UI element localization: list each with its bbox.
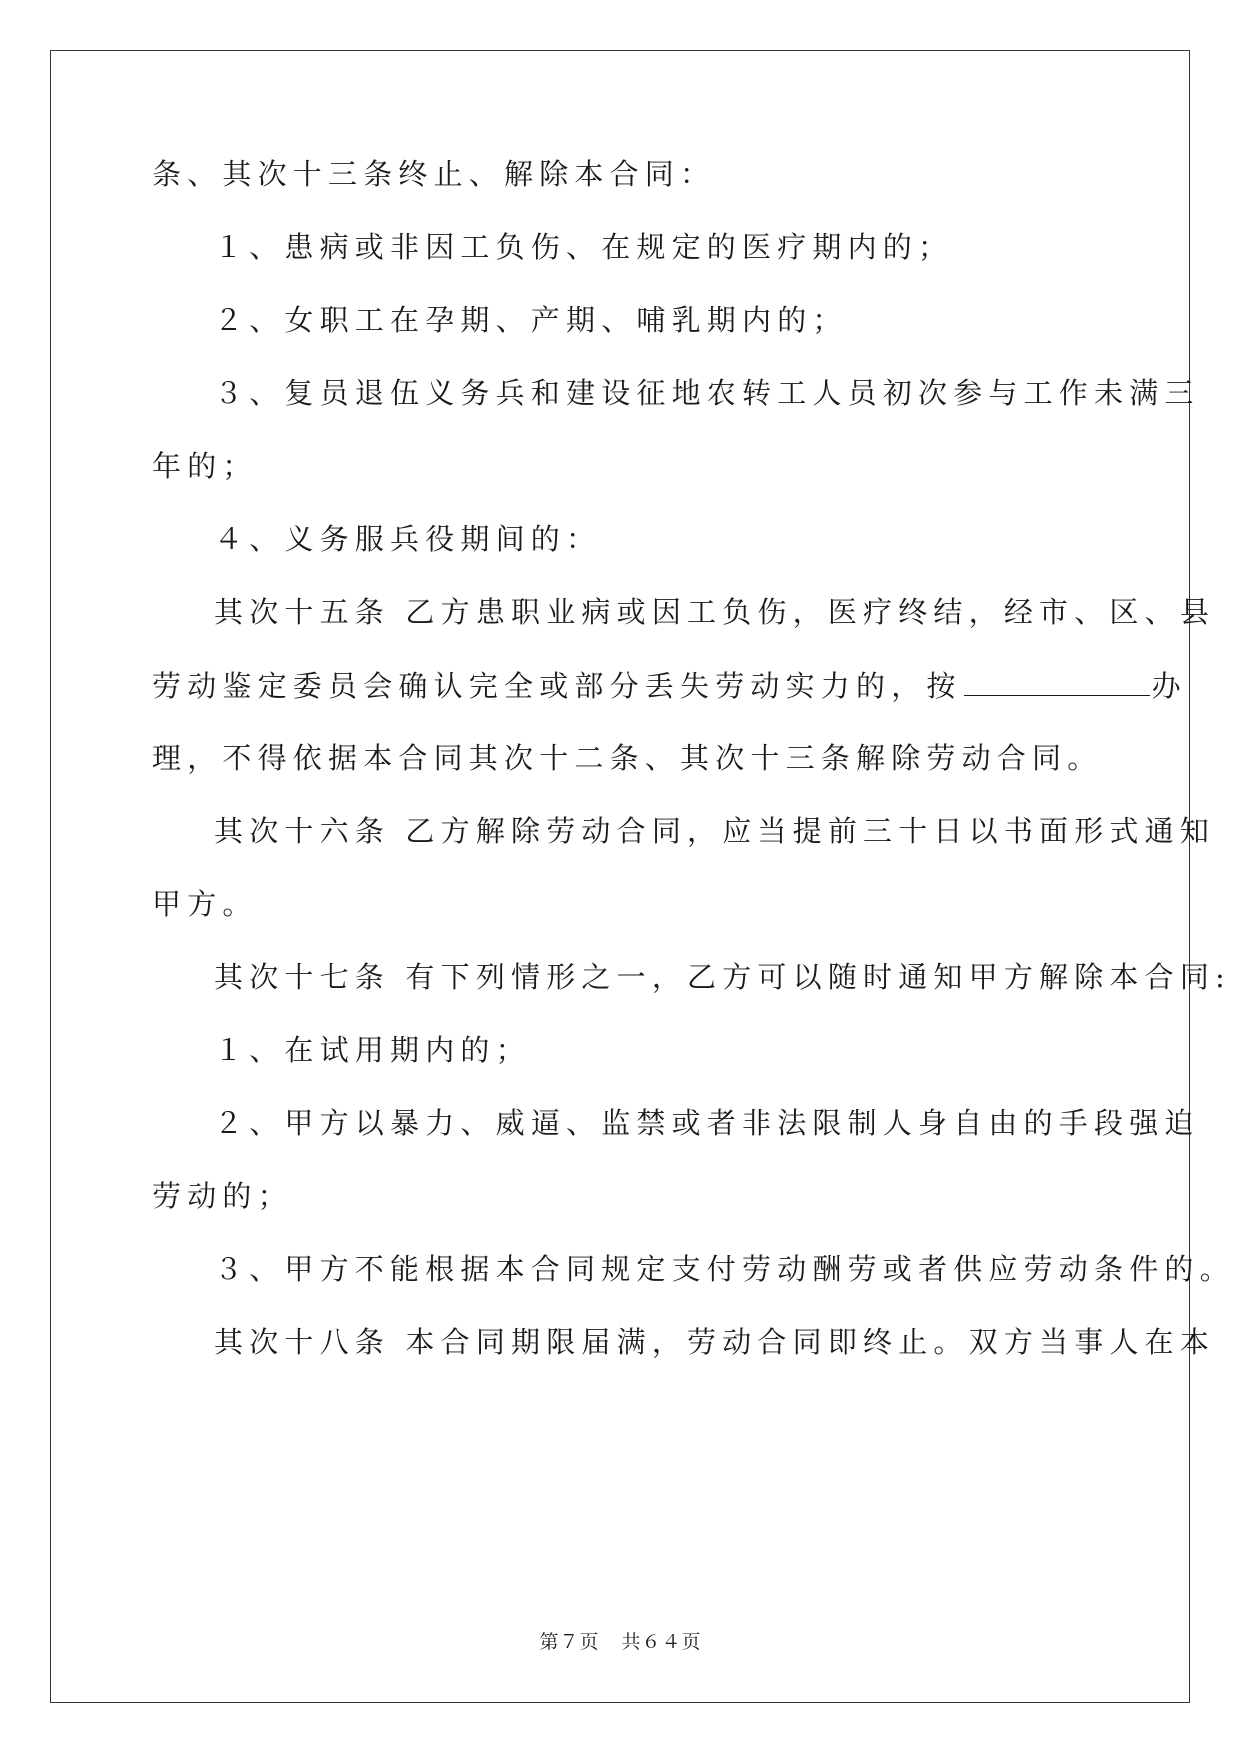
text-line: 年的； — [152, 449, 258, 483]
text-line: 其次十六条 乙方解除劳动合同，应当提前三十日以书面形式通知 — [214, 814, 1216, 848]
page-footer — [0, 1627, 1241, 1654]
text-line: ３、复员退伍义务兵和建设征地农转工人员初次参与工作未满三 — [214, 376, 1200, 410]
text-line: ２、女职工在孕期、产期、哺乳期内的； — [214, 303, 848, 337]
text-line: ２、甲方以暴力、威逼、监禁或者非法限制人身自由的手段强迫 — [214, 1106, 1200, 1140]
text-line: 其次十五条 乙方患职业病或因工负伤，医疗终结，经市、区、县 — [214, 595, 1216, 629]
text-line: 理，不得依据本合同其次十二条、其次十三条解除劳动合同。 — [152, 741, 1103, 775]
text-line: 其次十七条 有下列情形之一，乙方可以随时通知甲方解除本合同: — [214, 960, 1231, 994]
text-line: 其次十八条 本合同期限届满，劳动合同即终止。双方当事人在本 — [214, 1325, 1216, 1359]
page-border — [50, 50, 1190, 1703]
text-line-with-blank — [152, 671, 1187, 701]
text-line: 甲方。 — [152, 887, 258, 921]
text-line: １、在试用期内的； — [214, 1033, 531, 1067]
text-segment: 办 — [1151, 669, 1187, 703]
text-line: 条、其次十三条终止、解除本合同： — [152, 157, 716, 191]
text-line: 劳动的； — [152, 1179, 293, 1213]
text-segment: 劳动鉴定委员会确认完全或部分丢失劳动实力的，按 — [152, 669, 962, 703]
text-line: １、患病或非因工负伤、在规定的医疗期内的； — [214, 230, 954, 264]
page-number: 第７页 — [539, 1631, 600, 1653]
page-total: 共６４页 — [621, 1631, 702, 1653]
text-line: ３、甲方不能根据本合同规定支付劳动酬劳或者供应劳动条件的。 — [214, 1252, 1235, 1286]
fill-in-blank — [964, 671, 1150, 696]
text-line: ４、义务服兵役期间的： — [214, 522, 602, 556]
